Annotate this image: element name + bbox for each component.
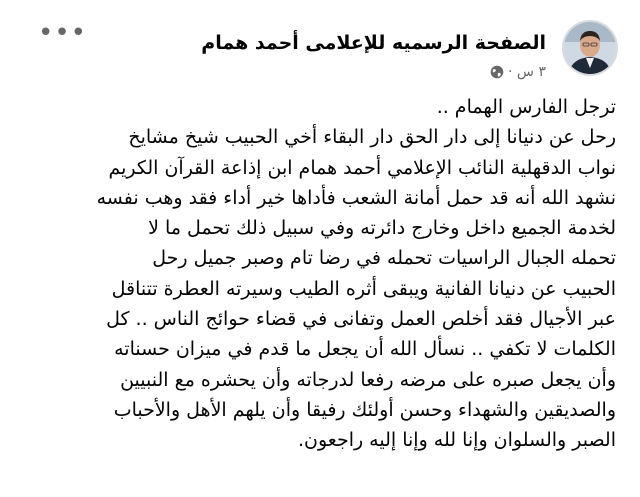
globe-icon[interactable] <box>490 65 504 79</box>
post-line: نواب الدقهلية النائب الإعلامي أحمد همام ابن إذاعة القرآن الكريم <box>108 156 616 179</box>
ellipsis-icon: ••• <box>38 18 88 48</box>
post-line: لخدمة الجميع داخل وخارج دائرته وفي سبيل ذلك تحمل ما لا <box>148 217 616 240</box>
more-options-button[interactable] <box>38 18 88 48</box>
post-line: وأن يجعل صبره على مرضه رفعا لدرجاته وأن يحشره مع النبيين <box>120 368 616 391</box>
post-text <box>16 92 616 456</box>
post-header <box>0 12 640 92</box>
post-line: الصبر والسلوان وإنا لله وإنا إليه راجعون. <box>297 429 616 452</box>
post-line: رحل عن دنيانا إلى دار الحق دار البقاء أخي الحبيب شيخ مشايخ <box>128 126 616 149</box>
post-line: الكلمات لا تكفي .. نسأل الله أن يجعل ما قدم في ميزان حسناته <box>114 338 616 361</box>
avatar-photo <box>564 22 616 74</box>
avatar[interactable] <box>562 20 618 76</box>
post-line: نشهد الله أنه قد حمل أمانة الشعب فأداها خير أداء فقد وهب نفسه <box>96 186 616 209</box>
post-meta <box>490 64 546 80</box>
post-line: والصديقين والشهداء وحسن أولئك رفيقا وأن يلهم الأهل والأحباب <box>113 398 616 421</box>
author-name[interactable]: الصفحة الرسميه للإعلامى أحمد همام <box>201 32 546 54</box>
post-timestamp[interactable]: ٣ س · <box>508 64 546 80</box>
post-line: ترجل الفارس الهمام .. <box>436 96 616 118</box>
post-line: الحبيب عن دنيانا الفانية ويبقى أثره الطيب وسيرته العطرة تتناقل <box>111 277 616 300</box>
post-line: تحمله الجبال الراسيات تحمله في رضا تام وصبر جميل رحل <box>152 247 616 270</box>
post-line: عبر الأجيال فقد أخلص العمل وتفانى في قضاء حوائج الناس .. كل <box>106 308 616 331</box>
